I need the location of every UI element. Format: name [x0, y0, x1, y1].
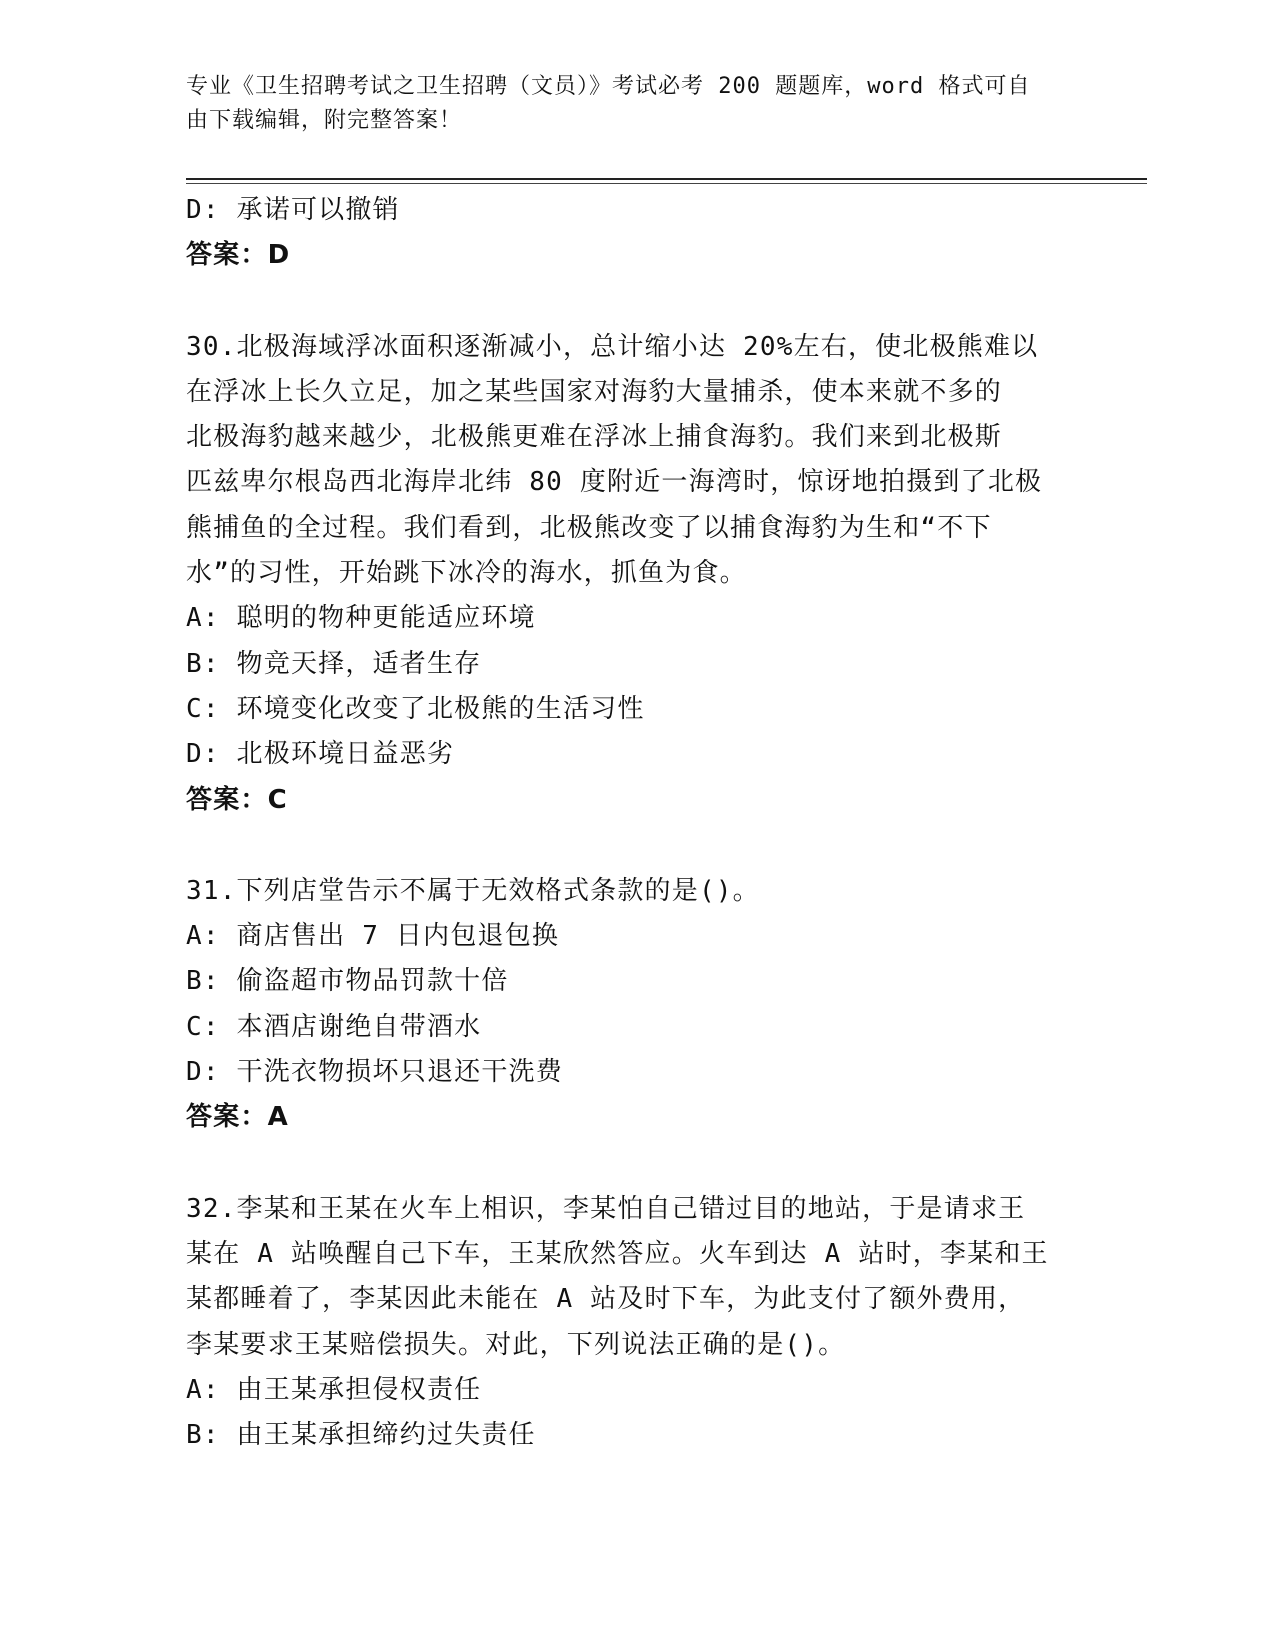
stem-line: 匹兹卑尔根岛西北海岸北纬 80 度附近一海湾时，惊讶地拍摄到了北极	[186, 467, 1043, 498]
stem-line: 32.李某和王某在火车上相识，李某怕自己错过目的地站，于是请求王	[186, 1193, 1026, 1224]
option-a: A: 商店售出 7 日内包退包换	[186, 921, 560, 952]
answer-line: 答案：D	[186, 240, 291, 271]
stem-line: 某都睡着了，李某因此未能在 A 站及时下车，为此支付了额外费用，	[186, 1284, 1026, 1315]
stem-line: 北极海豹越来越少，北极熊更难在浮冰上捕食海豹。我们来到北极斯	[186, 422, 1003, 453]
stem-line: 某在 A 站唤醒自己下车，王某欣然答应。火车到达 A 站时，李某和王	[186, 1238, 1049, 1269]
question-block-32	[186, 1187, 1086, 1459]
block-spacer	[186, 1141, 1086, 1187]
question-block-29	[186, 188, 1086, 279]
stem-line: 在浮冰上长久立足，加之某些国家对海豹大量捕杀，使本来就不多的	[186, 376, 1003, 407]
header-divider-thin	[186, 183, 1147, 184]
question-stem	[186, 869, 1086, 914]
option-d: D: 承诺可以撤销	[186, 195, 400, 225]
option-c: C: 本酒店谢绝自带酒水	[186, 1011, 482, 1042]
option-a: A: 聪明的物种更能适应环境	[186, 603, 536, 634]
option-a: A: 由王某承担侵权责任	[186, 1374, 482, 1405]
answer-line: 答案：A	[186, 1102, 289, 1133]
stem-line: 李某要求王某赔偿损失。对此，下列说法正确的是()。	[186, 1329, 846, 1360]
option-b: B: 偷盗超市物品罚款十倍	[186, 966, 509, 997]
stem-line: 水”的习性，开始跳下冰冷的海水，抓鱼为食。	[186, 558, 747, 589]
option-b: B: 物竞天择，适者生存	[186, 648, 482, 679]
question-stem	[186, 325, 1086, 597]
stem-line: 熊捕鱼的全过程。我们看到，北极熊改变了以捕食海豹为生和“不下	[186, 512, 992, 543]
header-line-1: 专业《卫生招聘考试之卫生招聘（文员）》考试必考 200 题题库，word 格式可自	[186, 74, 1031, 99]
block-spacer	[186, 823, 1086, 869]
question-block-30	[186, 325, 1086, 823]
header-divider-thick	[186, 178, 1147, 180]
option-d: D: 干洗衣物损坏只退还干洗费	[186, 1057, 563, 1088]
document-body	[186, 188, 1086, 1458]
stem-line: 30.北极海域浮冰面积逐渐减小，总计缩小达 20%左右，使北极熊难以	[186, 331, 1039, 362]
stem-line: 31.下列店堂告示不属于无效格式条款的是()。	[186, 875, 760, 906]
document-header	[186, 70, 1086, 138]
option-d: D: 北极环境日益恶劣	[186, 739, 455, 770]
question-stem	[186, 1187, 1086, 1368]
option-b: B: 由王某承担缔约过失责任	[186, 1420, 536, 1451]
option-c: C: 环境变化改变了北极熊的生活习性	[186, 693, 645, 724]
answer-line: 答案：C	[186, 784, 288, 815]
block-spacer	[186, 279, 1086, 325]
header-line-2: 由下载编辑，附完整答案！	[186, 108, 463, 133]
question-block-31	[186, 869, 1086, 1141]
